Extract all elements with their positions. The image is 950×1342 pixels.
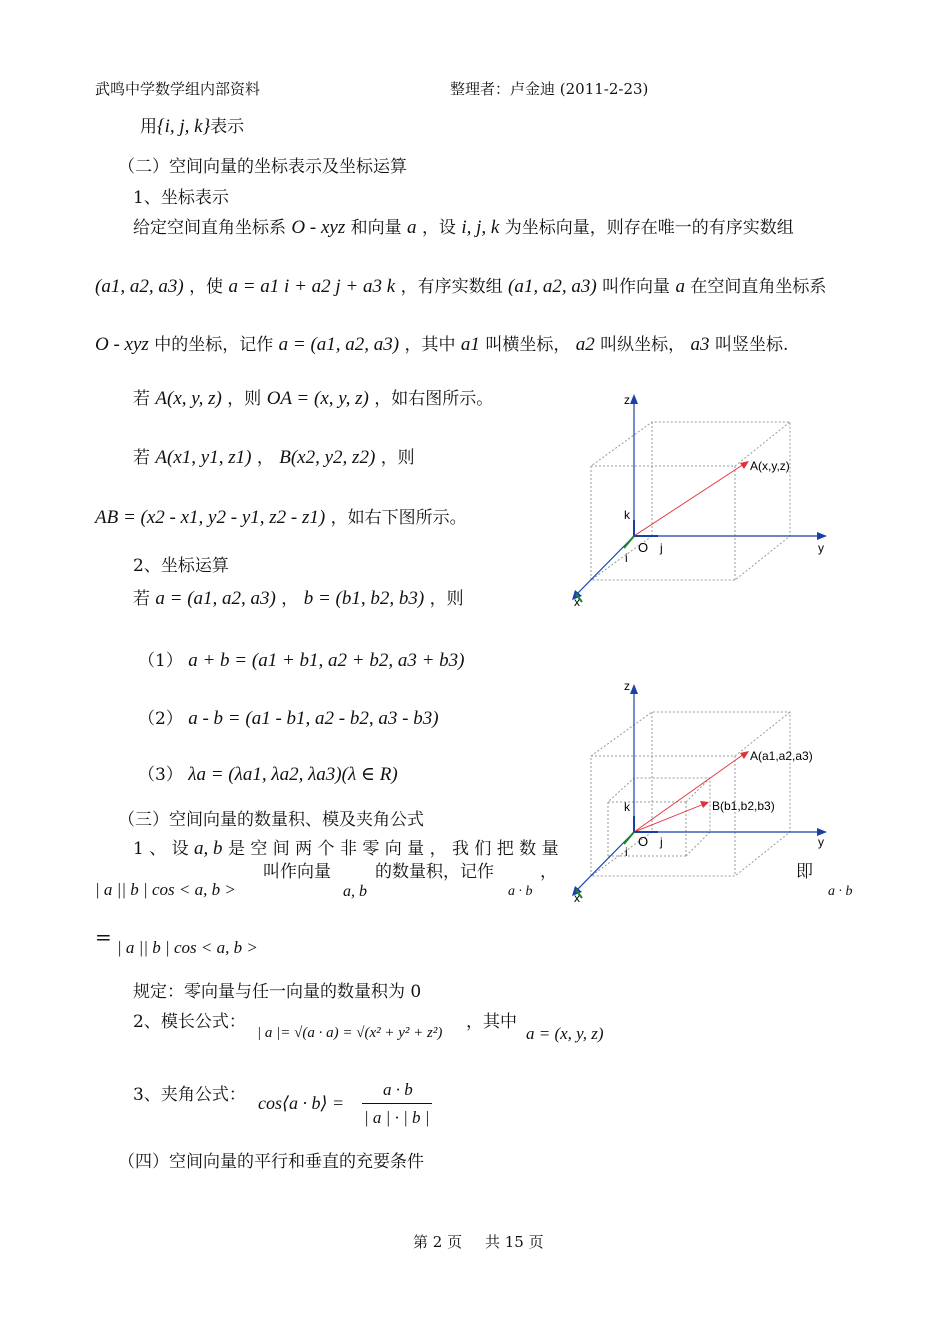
x-axis: [576, 832, 634, 891]
math-fragment: O - xyz: [95, 334, 149, 355]
math-fragment: (a1, a2, a3): [95, 276, 184, 297]
i-vector: [624, 832, 634, 844]
label-j: j: [660, 541, 663, 555]
label-o: O: [638, 540, 649, 555]
subsection-2-title: 2、坐标运算: [133, 556, 229, 576]
math-fragment: (a1, a2, a3): [508, 276, 597, 297]
coord-line-4: [133, 388, 493, 411]
text-fragment: 若: [133, 389, 150, 409]
coord-line-6: [95, 507, 467, 530]
z-arrow-icon: [630, 684, 638, 694]
label-y: y: [818, 835, 824, 849]
math-fragment: a, b: [194, 838, 223, 859]
text-fragment: 若: [133, 589, 150, 609]
basis-set: {i, j, k}: [157, 116, 211, 137]
angle-label: 3、夹角公式：: [133, 1085, 246, 1105]
basis-pre: 用: [140, 117, 157, 137]
section-4-title: （四）空间向量的平行和垂直的充要条件: [118, 1152, 424, 1172]
vector-oa: [634, 464, 744, 536]
math-fragment: i, j, k: [461, 217, 500, 238]
dot-line-2b: 的数量积，记作: [375, 862, 494, 882]
text-fragment: 给定空间直角坐标系: [133, 218, 286, 238]
text-fragment: ，如右图所示。: [374, 389, 494, 409]
coord-line-2: [95, 276, 826, 299]
dashed-box: [591, 422, 790, 580]
math-fragment: OA = (x, y, z): [266, 388, 369, 409]
norm-label: 2、模长公式：: [133, 1012, 246, 1032]
subsection-1-title: 1、坐标表示: [133, 188, 229, 208]
text-fragment: 叫作向量: [263, 862, 331, 882]
label-x: x: [574, 595, 580, 609]
math-fragment: a = (a1, a2, a3): [155, 588, 276, 609]
math-fragment: a2: [575, 334, 595, 355]
text-fragment: ，: [281, 589, 299, 609]
operation-number: （3）: [138, 765, 183, 785]
vector-pair: a, b: [343, 883, 367, 900]
text-fragment: ，其中: [466, 1012, 517, 1032]
label-i: i: [625, 845, 628, 859]
operation-number: （2）: [138, 709, 183, 729]
x-axis: [576, 536, 634, 595]
vector-oa-arrow-icon: [740, 461, 749, 469]
angle-denominator: | a | · | b |: [364, 1108, 430, 1127]
vector-xyz: a = (x, y, z): [526, 1024, 604, 1043]
label-k: k: [624, 800, 630, 814]
text-fragment: 是 空 间 两 个 非 零 向 量 ， 我 们 把 数 量: [227, 839, 559, 859]
label-k: k: [624, 508, 630, 522]
text-fragment: 即: [796, 862, 813, 882]
text-fragment: ，其中: [404, 335, 456, 355]
label-b: B(b1,b2,b3): [712, 799, 775, 813]
section-2-title: （二）空间向量的坐标表示及坐标运算: [118, 157, 407, 177]
y-arrow-icon: [817, 532, 827, 540]
dot-product-expression: | a || b | cos < a, b >: [117, 938, 258, 957]
norm-formula: | a |= √(a · a) = √(x² + y² + z²): [257, 1025, 443, 1041]
coord-line-5: [133, 447, 415, 470]
vector-ob-arrow-icon: [700, 801, 709, 808]
math-fragment: A(x1, y1, z1): [155, 447, 252, 468]
z-arrow-icon: [630, 394, 638, 404]
vector-oa: [634, 754, 744, 832]
basis-post: 表示: [210, 117, 245, 137]
coord-line-3: [95, 334, 788, 357]
math-fragment: a: [407, 217, 417, 238]
header-right: 整理者：卢金迪 (2011-2-23): [450, 80, 649, 98]
dashed-box: [591, 712, 790, 876]
dot-notation: a · b: [508, 884, 533, 899]
operation-number: （1）: [138, 651, 183, 671]
angle-lhs: cos⟨a · b⟩ =: [258, 1093, 345, 1113]
header-left: 武鸣中学数学组内部资料: [95, 80, 261, 98]
text-fragment: 1 、 设: [133, 839, 189, 859]
operation-formula: a - b = (a1 - b1, a2 - b2, a3 - b3): [188, 708, 439, 729]
dot-line-1: [133, 838, 559, 861]
math-fragment: AB = (x2 - x1, y2 - y1, z2 - z1): [95, 507, 326, 528]
operation-3: [138, 764, 398, 787]
text-fragment: 中的坐标，记作: [154, 335, 274, 355]
dot-line-2: [263, 862, 331, 882]
label-a: A(x,y,z): [750, 459, 790, 473]
text-fragment: 叫横坐标，: [485, 335, 571, 355]
equals-sign: =: [95, 925, 112, 949]
text-fragment: 叫竖坐标.: [714, 335, 789, 355]
math-fragment: O - xyz: [291, 217, 346, 238]
text-fragment: ，设: [421, 218, 456, 238]
math-fragment: a = (a1, a2, a3): [278, 334, 400, 355]
text-fragment: 为坐标向量，则存在唯一的有序实数组: [504, 218, 794, 238]
text-fragment: 叫纵坐标，: [600, 335, 686, 355]
vector-oa-arrow-icon: [740, 751, 749, 759]
text-fragment: ，: [540, 862, 557, 882]
coordinate-figure-2: [560, 678, 840, 908]
zero-vector-rule: 规定：零向量与任一向量的数量积为 0: [133, 982, 422, 1002]
label-j: j: [660, 835, 663, 849]
math-fragment: a3: [690, 334, 710, 355]
label-i: i: [625, 551, 628, 565]
math-fragment: b = (b1, b2, b3): [303, 588, 425, 609]
text-fragment: ，则: [429, 589, 464, 609]
operation-1: [138, 650, 465, 673]
label-o: O: [638, 834, 649, 849]
fraction-bar: [362, 1103, 432, 1104]
math-fragment: a: [675, 276, 685, 297]
coordinate-figure-1: [560, 388, 840, 613]
label-a: A(a1,a2,a3): [750, 749, 813, 763]
text-fragment: ，则: [227, 389, 262, 409]
text-fragment: ，有序实数组: [400, 277, 503, 297]
section-3-title: （三）空间向量的数量积、模及夹角公式: [118, 810, 424, 830]
text-fragment: 若: [133, 448, 150, 468]
angle-numerator: a · b: [383, 1080, 413, 1099]
text-fragment: 在空间直角坐标系: [690, 277, 827, 297]
footer-total: 共 15 页: [485, 1233, 544, 1251]
math-fragment: a1: [460, 334, 480, 355]
text-fragment: ，则: [380, 448, 415, 468]
operation-formula: a + b = (a1 + b1, a2 + b2, a3 + b3): [188, 650, 465, 671]
label-x: x: [574, 891, 580, 905]
text-fragment: 和向量: [350, 218, 402, 238]
math-fragment: B(x2, y2, z2): [279, 447, 376, 468]
dot-notation: a · b: [828, 884, 853, 899]
vector-ob: [634, 804, 704, 832]
label-z: z: [624, 679, 630, 693]
i-vector: [624, 536, 634, 548]
text-fragment: ，: [256, 448, 274, 468]
text-fragment: ，使: [189, 277, 224, 297]
text-fragment: 叫作向量: [602, 277, 671, 297]
basis-line: [140, 116, 244, 139]
math-fragment: a = a1 i + a2 j + a3 k: [228, 276, 396, 297]
dot-product-expression: | a || b | cos < a, b >: [95, 880, 236, 899]
footer-page: 第 2 页: [413, 1233, 463, 1251]
operation-formula: λa = (λa1, λa2, λa3)(λ ∈ R): [188, 764, 398, 785]
math-fragment: A(x, y, z): [155, 388, 222, 409]
coord-line-7: [133, 588, 464, 611]
label-y: y: [818, 541, 824, 555]
operation-2: [138, 708, 439, 731]
label-z: z: [624, 393, 630, 407]
coord-line-1: [133, 217, 794, 240]
text-fragment: ，如右下图所示。: [330, 508, 467, 528]
